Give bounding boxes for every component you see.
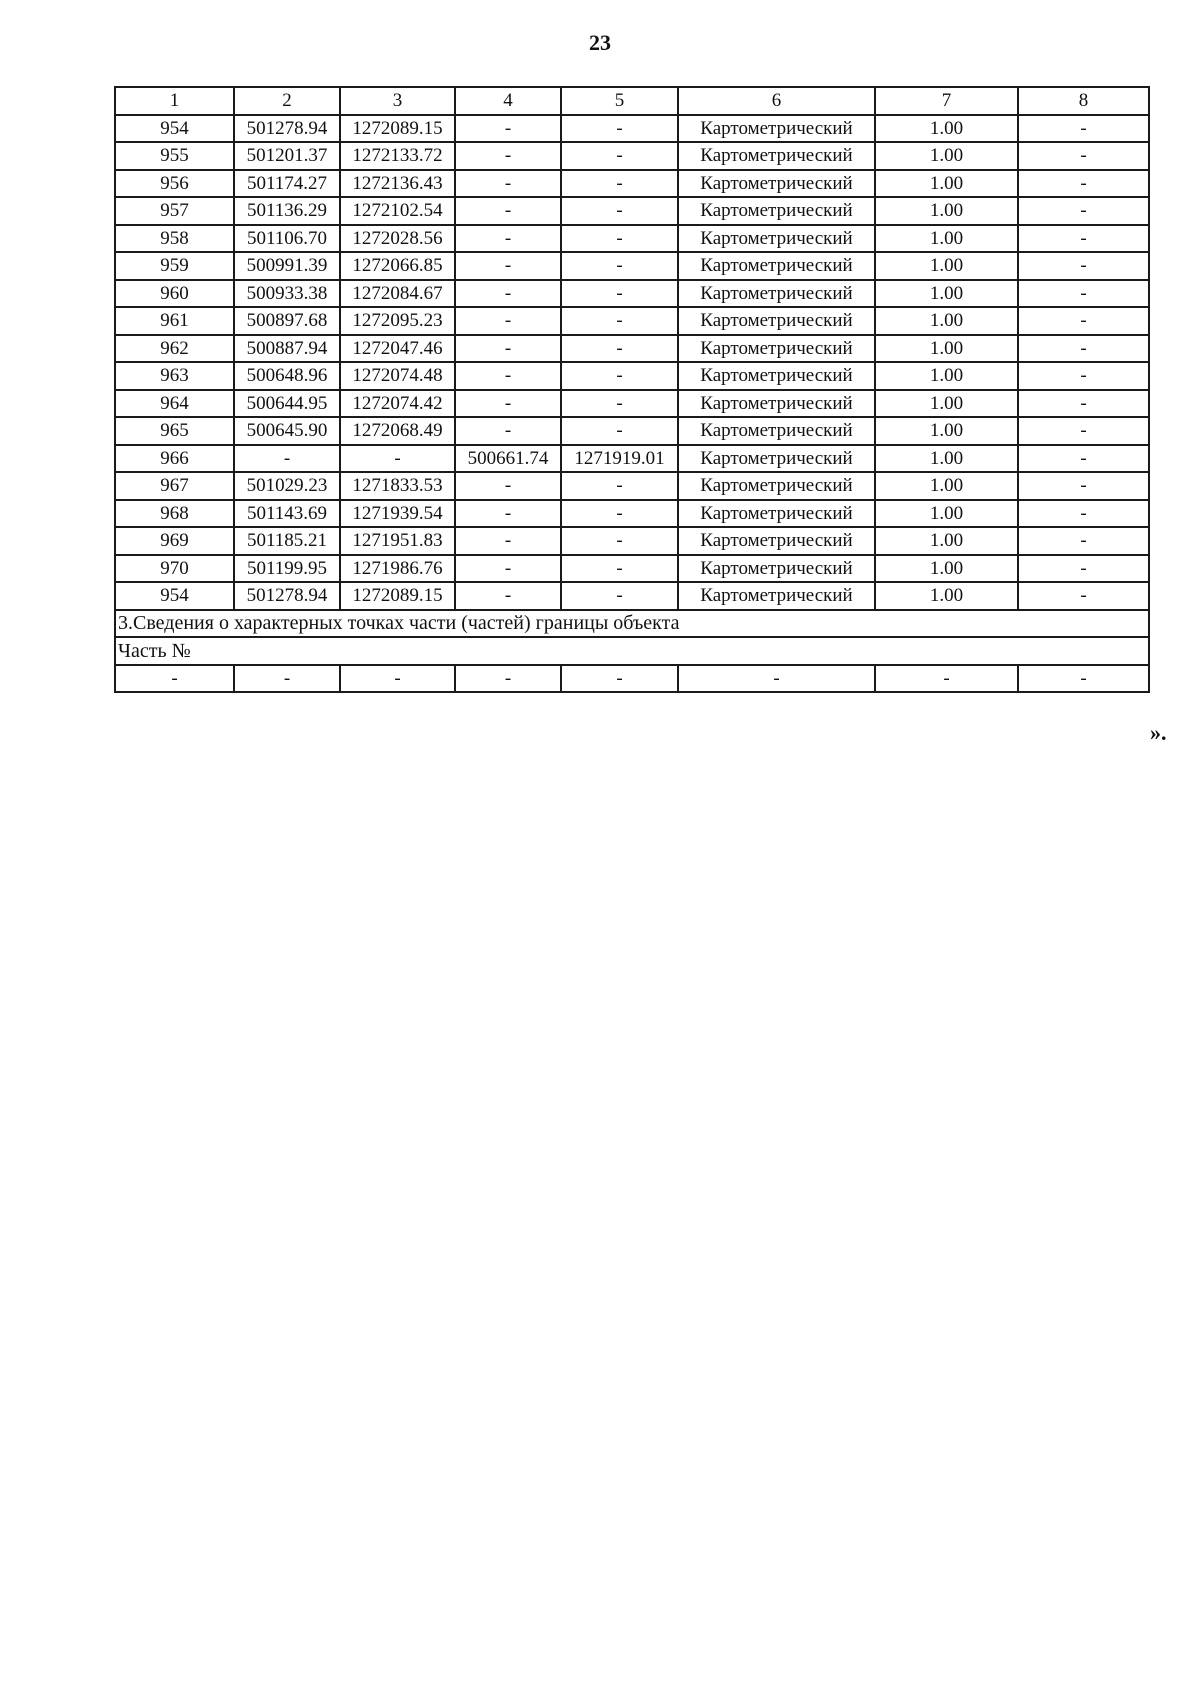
table-cell: - (455, 115, 561, 143)
table-cell: 1272066.85 (340, 252, 455, 280)
table-cell: - (1018, 142, 1149, 170)
table-cell: 962 (115, 335, 234, 363)
table-cell: Картометрический (678, 472, 875, 500)
header-cell: 3 (340, 87, 455, 115)
table-cell: Картометрический (678, 362, 875, 390)
table-cell: - (561, 500, 678, 528)
table-cell: 966 (115, 445, 234, 473)
table-cell: Картометрический (678, 500, 875, 528)
table-cell: 967 (115, 472, 234, 500)
table-cell: - (1018, 335, 1149, 363)
table-cell: - (1018, 197, 1149, 225)
table-cell: Картометрический (678, 445, 875, 473)
table-row (115, 115, 1149, 143)
table-cell: - (455, 280, 561, 308)
table-cell: Картометрический (678, 417, 875, 445)
table-cell: 1272047.46 (340, 335, 455, 363)
table-cell: - (561, 362, 678, 390)
section-title: 3.Сведения о характерных точках части (частей) границы объекта (115, 610, 1149, 638)
table-cell: 1.00 (875, 142, 1018, 170)
table-cell: 1.00 (875, 225, 1018, 253)
coordinates-table (114, 86, 1150, 693)
table-cell: - (1018, 115, 1149, 143)
table-cell: 1272068.49 (340, 417, 455, 445)
table-cell: - (561, 197, 678, 225)
table-cell: 965 (115, 417, 234, 445)
table-cell: - (1018, 252, 1149, 280)
table-cell: 500645.90 (234, 417, 340, 445)
header-cell: 5 (561, 87, 678, 115)
table-cell: - (561, 307, 678, 335)
table-row (115, 665, 1149, 693)
table-cell: - (455, 307, 561, 335)
table-cell: 1.00 (875, 115, 1018, 143)
table-cell: 501201.37 (234, 142, 340, 170)
table-cell: - (455, 665, 561, 693)
table-row (115, 170, 1149, 198)
table-cell: - (561, 665, 678, 693)
table-cell: 1272089.15 (340, 582, 455, 610)
table-cell: - (1018, 170, 1149, 198)
table-cell: 1.00 (875, 252, 1018, 280)
table-cell: 501185.21 (234, 527, 340, 555)
table-row (115, 362, 1149, 390)
table-cell: 957 (115, 197, 234, 225)
part-label-row (115, 637, 1149, 665)
part-label: Часть № (115, 637, 1149, 665)
table-body (115, 87, 1149, 692)
table-row (115, 225, 1149, 253)
table-cell: - (561, 115, 678, 143)
table-row (115, 582, 1149, 610)
table-cell: 970 (115, 555, 234, 583)
table-cell: Картометрический (678, 390, 875, 418)
table-row (115, 307, 1149, 335)
table-row (115, 527, 1149, 555)
table-cell: - (1018, 225, 1149, 253)
table-cell: Картометрический (678, 335, 875, 363)
table-cell: 1272136.43 (340, 170, 455, 198)
table-row (115, 252, 1149, 280)
table-cell: - (234, 445, 340, 473)
table-cell: 1272089.15 (340, 115, 455, 143)
table-cell: - (875, 665, 1018, 693)
table-cell: - (561, 280, 678, 308)
table-cell: - (340, 445, 455, 473)
table-cell: 1272074.42 (340, 390, 455, 418)
table-cell: 1.00 (875, 335, 1018, 363)
table-row (115, 335, 1149, 363)
table-cell: - (678, 665, 875, 693)
header-cell: 8 (1018, 87, 1149, 115)
table-cell: - (455, 527, 561, 555)
table-cell: Картометрический (678, 280, 875, 308)
table-cell: 1.00 (875, 527, 1018, 555)
table-cell: 968 (115, 500, 234, 528)
table-cell: - (455, 225, 561, 253)
table-cell: - (1018, 280, 1149, 308)
table-cell: 961 (115, 307, 234, 335)
table-cell: Картометрический (678, 527, 875, 555)
table-row (115, 197, 1149, 225)
table-cell: 1.00 (875, 280, 1018, 308)
table-cell: 500991.39 (234, 252, 340, 280)
table-cell: 963 (115, 362, 234, 390)
table-cell: 500661.74 (455, 445, 561, 473)
table-cell: 959 (115, 252, 234, 280)
table-cell: 1271951.83 (340, 527, 455, 555)
table-cell: 1.00 (875, 197, 1018, 225)
table-cell: 1.00 (875, 555, 1018, 583)
table-cell: Картометрический (678, 307, 875, 335)
table-cell: - (1018, 665, 1149, 693)
table-cell: 501278.94 (234, 582, 340, 610)
table-cell: Картометрический (678, 225, 875, 253)
table-cell: - (561, 527, 678, 555)
table-cell: - (561, 390, 678, 418)
table-row (115, 555, 1149, 583)
table-cell: 1.00 (875, 362, 1018, 390)
table-cell: - (115, 665, 234, 693)
table-cell: - (561, 472, 678, 500)
table-cell: 501278.94 (234, 115, 340, 143)
table-cell: 1271833.53 (340, 472, 455, 500)
table-cell: 954 (115, 582, 234, 610)
table-cell: - (455, 197, 561, 225)
table-cell: 1272095.23 (340, 307, 455, 335)
table-cell: 501143.69 (234, 500, 340, 528)
page-number: 23 (589, 30, 611, 55)
table-cell: 1.00 (875, 390, 1018, 418)
table-cell: - (1018, 555, 1149, 583)
table-cell: - (455, 362, 561, 390)
table-cell: - (455, 500, 561, 528)
table-cell: - (561, 252, 678, 280)
header-cell: 7 (875, 87, 1018, 115)
table-cell: 1272084.67 (340, 280, 455, 308)
table-row (115, 417, 1149, 445)
header-cell: 4 (455, 87, 561, 115)
table-cell: - (1018, 362, 1149, 390)
table-cell: Картометрический (678, 197, 875, 225)
table-cell: 501136.29 (234, 197, 340, 225)
table-cell: - (455, 582, 561, 610)
table-row (115, 142, 1149, 170)
table-row (115, 500, 1149, 528)
table-cell: 1272133.72 (340, 142, 455, 170)
table-cell: - (561, 417, 678, 445)
table-cell: Картометрический (678, 582, 875, 610)
table-cell: - (561, 225, 678, 253)
table-cell: 960 (115, 280, 234, 308)
table-cell: - (1018, 390, 1149, 418)
table-row (115, 472, 1149, 500)
table-cell: 956 (115, 170, 234, 198)
table-cell: - (455, 170, 561, 198)
closing-quote-mark: ». (1150, 720, 1167, 745)
table-cell: 1.00 (875, 472, 1018, 500)
table-cell: - (455, 390, 561, 418)
table-cell: - (561, 170, 678, 198)
table-cell: 1271939.54 (340, 500, 455, 528)
table-cell: - (561, 335, 678, 363)
table-cell: Картометрический (678, 555, 875, 583)
table-cell: Картометрический (678, 170, 875, 198)
table-cell: 1.00 (875, 307, 1018, 335)
table-cell: - (1018, 527, 1149, 555)
table-cell: - (455, 335, 561, 363)
table-cell: 954 (115, 115, 234, 143)
table-cell: 500897.68 (234, 307, 340, 335)
header-cell: 2 (234, 87, 340, 115)
section-title-row (115, 610, 1149, 638)
table-row (115, 390, 1149, 418)
table-cell: Картометрический (678, 142, 875, 170)
header-cell: 1 (115, 87, 234, 115)
table-cell: - (455, 555, 561, 583)
table-cell: 1.00 (875, 582, 1018, 610)
table-cell: - (455, 417, 561, 445)
table-cell: - (455, 252, 561, 280)
table-cell: 501199.95 (234, 555, 340, 583)
table-cell: - (561, 142, 678, 170)
table-cell: 500887.94 (234, 335, 340, 363)
table-cell: - (234, 665, 340, 693)
table-cell: - (1018, 582, 1149, 610)
table-cell: 1271919.01 (561, 445, 678, 473)
table-cell: 501174.27 (234, 170, 340, 198)
table-cell: Картометрический (678, 115, 875, 143)
table-cell: 1272102.54 (340, 197, 455, 225)
table-cell: 500644.95 (234, 390, 340, 418)
table-cell: - (561, 555, 678, 583)
table-cell: - (561, 582, 678, 610)
header-cell: 6 (678, 87, 875, 115)
table-cell: - (455, 142, 561, 170)
table-row (115, 280, 1149, 308)
table-cell: 1.00 (875, 170, 1018, 198)
table-cell: - (1018, 472, 1149, 500)
table-cell: 1271986.76 (340, 555, 455, 583)
table-header-row (115, 87, 1149, 115)
table-cell: 501106.70 (234, 225, 340, 253)
table-row (115, 445, 1149, 473)
table-cell: - (1018, 417, 1149, 445)
table-cell: 1.00 (875, 417, 1018, 445)
table-cell: 969 (115, 527, 234, 555)
table-cell: 1272074.48 (340, 362, 455, 390)
table-cell: 964 (115, 390, 234, 418)
table-cell: - (1018, 307, 1149, 335)
table-cell: - (455, 472, 561, 500)
table-cell: 500933.38 (234, 280, 340, 308)
table-cell: 500648.96 (234, 362, 340, 390)
table-cell: 1.00 (875, 445, 1018, 473)
table-cell: 1272028.56 (340, 225, 455, 253)
table-cell: 955 (115, 142, 234, 170)
table-cell: 958 (115, 225, 234, 253)
table-cell: - (340, 665, 455, 693)
table-cell: 1.00 (875, 500, 1018, 528)
table-cell: 501029.23 (234, 472, 340, 500)
table-cell: Картометрический (678, 252, 875, 280)
table-cell: - (1018, 445, 1149, 473)
table-cell: - (1018, 500, 1149, 528)
